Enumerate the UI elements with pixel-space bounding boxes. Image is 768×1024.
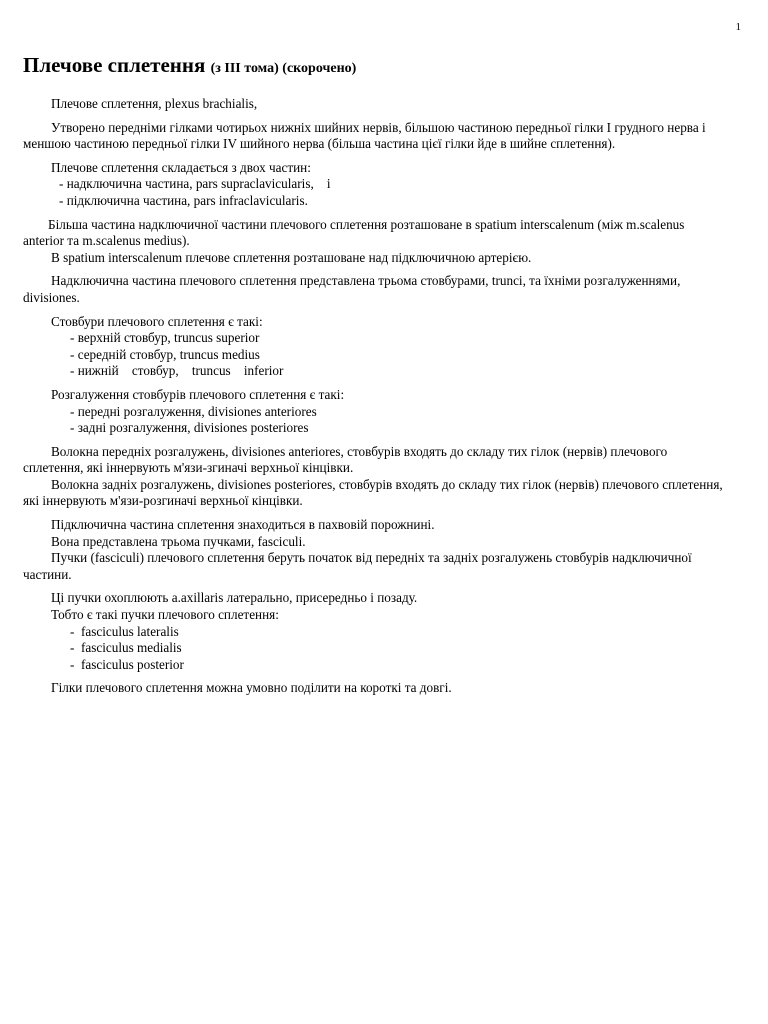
- paragraph-trunci: Надключична частина плечового сплетення представлена трьома стовбурами, trunci, та їхніми розгалуженнями, divisiones.: [23, 273, 681, 305]
- paragraph-location: Більша частина надключичної частини плечового сплетення розташоване в spatium interscalenum (між m.scalenus anterior та m.scalenus medius).: [23, 216, 685, 249]
- paragraph-fasciculi-origin: Пучки (fasciculi) плечового сплетення беруть початок від передніх та задніх розгалужень стовбурів надключичної частини.: [23, 550, 692, 582]
- paragraph-fasciculi: Вона представлена трьома пучками, fasciculi.: [51, 533, 306, 549]
- list-item: - підключична частина, pars infraclavicularis.: [59, 192, 308, 208]
- paragraph-anterior-fibers: Волокна передніх розгалужень, divisiones anteriores, стовбурів входять до складу тих гілок (нервів) плечового сплетення, які іннервують м'язи-згиначі верхньої кінцівки.: [23, 443, 668, 476]
- paragraph-artery: В spatium interscalenum плечове сплетення розташоване над підключичною артерією.: [51, 249, 532, 265]
- list-item: - верхній стовбур, truncus superior: [70, 330, 260, 346]
- paragraph-divisions-intro: Розгалуження стовбурів плечового сплетення є такі:: [51, 386, 345, 402]
- list-item: - середній стовбур, truncus medius: [70, 346, 260, 362]
- paragraph-branches: Гілки плечового сплетення можна умовно поділити на короткі та довгі.: [51, 680, 452, 696]
- list-item: - задні розгалуження, divisiones posteriores: [70, 420, 309, 436]
- page-number: 1: [735, 21, 741, 33]
- paragraph-parts: Плечове сплетення складається з двох частин:: [51, 159, 311, 175]
- paragraph-trunks-list-intro: Стовбури плечового сплетення є такі:: [51, 313, 263, 329]
- paragraph-posterior-fibers: Волокна задніх розгалужень, divisiones posteriores, стовбурів входять до складу тих гілок (нервів) плечового сплетення, які іннервують м'язи-розгиначі верхньої кінцівки.: [23, 476, 723, 509]
- list-item: - передні розгалуження, divisiones anteriores: [70, 403, 317, 419]
- paragraph-fasciculi-list-intro: Тобто є такі пучки плечового сплетення:: [51, 607, 279, 623]
- list-item: - надключична частина, pars supraclavicularis, і: [59, 176, 331, 192]
- page-title: [23, 52, 728, 82]
- list-item: - fasciculus lateralis: [70, 623, 179, 639]
- paragraph-axillaris: Ці пучки охоплюють a.axillaris латерально, присередньо і позаду.: [51, 590, 418, 606]
- list-item: - fasciculus posterior: [70, 656, 184, 672]
- paragraph-intro: Плечове сплетення, plexus brachialis,: [51, 96, 258, 111]
- list-item: - нижній стовбур, truncus inferior: [70, 363, 284, 379]
- list-item: - fasciculus medialis: [70, 640, 182, 656]
- paragraph-formation: Утворено передніми гілками чотирьох нижніх шийних нервів, більшою частиною передньої гілки І грудного нерва і меншою частиною передньої гілки IV шийного нерва (більша частина цієї гілки йде в шийне сплетення).: [23, 119, 706, 152]
- paragraph-infraclavicular: Підключична частина сплетення знаходиться в пахвовій порожнині.: [51, 517, 435, 533]
- title-subtitle: (з ІІІ тома) (скорочено): [210, 61, 357, 76]
- document-body: [23, 52, 728, 697]
- title-main: Плечове сплетення: [23, 53, 206, 77]
- text-content: [23, 96, 728, 697]
